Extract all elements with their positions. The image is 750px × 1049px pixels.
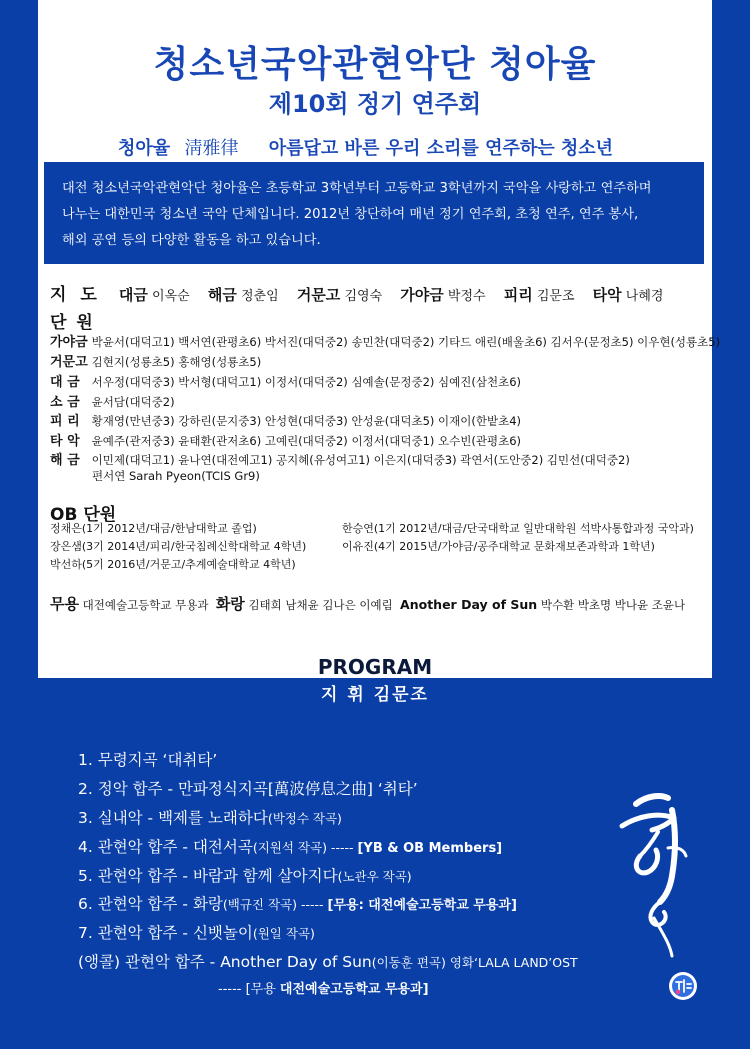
teacher-inst: 가야금 (400, 286, 444, 304)
tagline (118, 134, 613, 160)
member-row (50, 351, 261, 370)
teacher-name: 박정수 (447, 289, 486, 304)
band-text: 박수환 박초명 박나윤 조윤나 (540, 598, 686, 612)
teacher-name: 김영숙 (344, 289, 383, 304)
program-item-title: 1. 무령지곡 ‘대취타’ (78, 751, 218, 769)
program-item (78, 950, 578, 972)
guests-row (50, 593, 685, 614)
ob-member: 정채은(1기 2012년/대금/한남대학교 졸업) (50, 522, 257, 535)
member-names: 황재영(만년중3) 강하린(문지중3) 안성현(대덕중3) 안성윤(대덕초5) 이재이(한밭초4) (91, 414, 521, 428)
member-names: 윤예주(관저중3) 윤태환(관저초6) 고예린(대덕중2) 이정서(대덕중1) 오수빈(관평초6) (91, 434, 521, 448)
intro-box (44, 162, 704, 264)
member-names: 서우정(대덕중3) 박서형(대덕고1) 이정서(대덕중2) 심예솔(문정중2) 심예진(삼천초6) (91, 375, 521, 389)
teacher-name: 김문조 (536, 289, 575, 304)
program-title: PROGRAM (317, 655, 433, 679)
member-inst: 소 금 (50, 395, 80, 410)
member-row (50, 410, 521, 429)
member-row (50, 371, 521, 390)
hwarang-text: 김태희 남채윤 김나은 이예림 (248, 598, 393, 612)
teacher-inst: 해금 (207, 286, 237, 304)
ob-member: 한승연(1기 2012년/대금/단국대학교 일반대학원 석박사통합과정 국악과) (342, 522, 694, 535)
program-item-note: [YB & OB Members] (357, 841, 503, 856)
member-row (50, 430, 521, 449)
program-item (78, 748, 217, 770)
member-inst: 대 금 (50, 375, 80, 390)
ob-label: OB 단원 (50, 505, 117, 525)
program-item (218, 978, 429, 997)
member-names: 윤서담(대덕중2) (91, 395, 175, 409)
program-item-note: 대전예술고등학교 무용과] (279, 982, 429, 997)
member-row (50, 391, 175, 410)
tagline-slogan: 아름답고 바른 우리 소리를 연주하는 청소년 (268, 138, 614, 159)
member-inst: 타 악 (50, 434, 80, 449)
intro-line: 해외 공연 등의 다양한 활동을 하고 있습니다. (62, 233, 321, 248)
teacher-name: 정춘임 (240, 289, 279, 304)
member-inst: 가야금 (50, 335, 88, 350)
band-label: Another Day of Sun (400, 597, 538, 612)
page-subtitle: 제10회 정기 연주회 (268, 90, 482, 118)
ob-member: 이유진(4기 2015년/가야금/공주대학교 문화재보존과학과 1학년) (342, 540, 655, 553)
ob-member: 박선하(5기 2016년/거문고/추계예술대학교 4학년) (50, 558, 296, 571)
dance-label: 무용 (50, 595, 79, 613)
teachers-label: 지 도 (50, 285, 101, 305)
member-inst: 해 금 (50, 453, 80, 468)
teacher-inst: 피리 (503, 286, 533, 304)
program-item-composer: (지원석 작곡) ----- (252, 840, 358, 855)
program-item (78, 835, 502, 857)
program-item-title: 5. 관현악 합주 - 바람과 함께 살아지다 (78, 867, 338, 885)
calligraphy-logo (612, 790, 702, 970)
ob-member: 장은샘(3기 2014년/피리/한국침례신학대학교 4학년) (50, 540, 307, 553)
member-row (50, 449, 630, 468)
hwarang-label: 화랑 (215, 595, 245, 613)
members-label: 단 원 (50, 313, 95, 333)
tagline-hanja: 淸雅律 (184, 138, 239, 159)
intro-line: 나누는 대한민국 청소년 국악 단체입니다. 2012년 창단하여 매년 정기 연주회, 초청 연주, 연주 봉사, (62, 207, 639, 222)
intro-line: 대전 청소년국악관현악단 청아율은 초등학교 3학년부터 고등학교 3학년까지 국악을 사랑하고 연주하며 (62, 181, 652, 196)
program-item-note: [무용: 대전예술고등학교 무용과] (327, 898, 517, 913)
program-item-title: 7. 관현악 합주 - 신뱃놀이 (78, 924, 253, 942)
program-item-composer: (백규진 작곡) ----- (222, 897, 328, 912)
program-item-title: 3. 실내악 - 백제를 노래하다 (78, 809, 268, 827)
program-item-title: 2. 정악 합주 - 만파정식지곡[萬波停息之曲] ‘취타’ (78, 780, 418, 798)
member-names: 김현지(성룡초5) 홍해영(성룡초5) (91, 355, 262, 369)
teacher-inst: 대금 (118, 286, 148, 304)
program-item (78, 864, 412, 886)
program-item (78, 921, 315, 943)
program-item-composer: (박정수 작곡) (267, 811, 342, 826)
member-inst: 거문고 (50, 355, 88, 370)
program-item-composer: (이동훈 편곡) 영화‘LALA LAND’OST (371, 955, 578, 970)
program-item-title: ----- [무용 (218, 982, 280, 997)
page-title: 청소년국악관현악단 청아율 (153, 44, 597, 85)
member-names: 박윤서(대덕고1) 백서연(관평초6) 박서진(대덕중2) 송민찬(대덕중2) 기타드 애린(배울초6) 김서우(문정초5) 이우현(성룡초5) (91, 335, 721, 349)
teacher-inst: 타악 (592, 286, 622, 304)
program-item-title: 4. 관현악 합주 - 대전서곡 (78, 838, 253, 856)
tagline-name: 청아율 (118, 138, 171, 159)
program-item-title: (앵콜) 관현악 합주 - Another Day of Sun (78, 953, 372, 971)
teacher-name: 이옥순 (152, 289, 190, 304)
member-extra: 편서연 Sarah Pyeon(TCIS Gr9) (92, 469, 260, 483)
program-item-composer: (노관우 작곡) (337, 869, 412, 884)
teachers-row (50, 280, 663, 305)
member-inst: 피 리 (50, 414, 80, 429)
seal-stamp (667, 970, 699, 1002)
teacher-inst: 거문고 (296, 286, 341, 304)
program-item-title: 6. 관현악 합주 - 화랑 (78, 895, 223, 913)
program-item-composer: (원일 작곡) (252, 926, 315, 941)
conductor: 지 휘 김문조 (321, 685, 429, 705)
program-item (78, 892, 517, 914)
program-item (78, 777, 418, 799)
dance-text: 대전예술고등학교 무용과 (82, 598, 209, 612)
member-names: 이민제(대덕고1) 윤나연(대전예고1) 공지혜(유성여고1) 이은지(대덕중3) 곽연서(도안중2) 김민선(대덕중2) (91, 453, 630, 467)
member-row (50, 331, 720, 350)
program-item (78, 806, 342, 828)
teacher-name: 나혜경 (625, 289, 664, 304)
